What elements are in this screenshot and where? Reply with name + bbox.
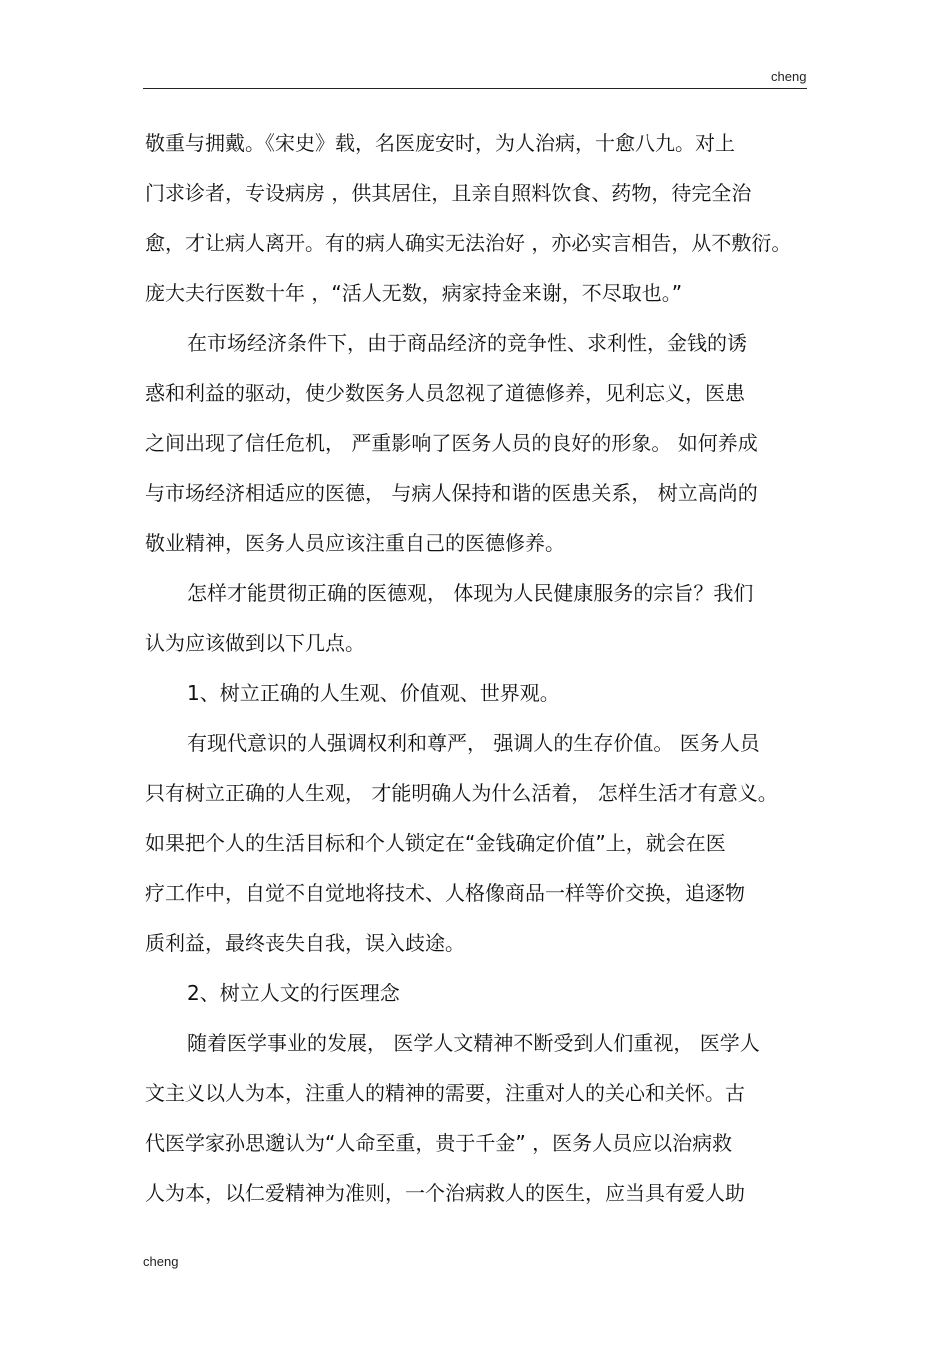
text-line: 与市场经济相适应的医德， 与病人保持和谐的医患关系， 树立高尚的: [145, 481, 758, 505]
section-heading: 1、树立正确的人生观、价值观、世界观。: [187, 681, 560, 705]
text-line: 敬业精神，医务人员应该注重自己的医德修养。: [145, 531, 565, 555]
text-line: 疗工作中，自觉不自觉地将技术、人格像商品一样等价交换，追逐物: [145, 881, 745, 905]
text-line: 门求诊者，专设病房 ，供其居住，且亲自照料饮食、药物，待完全治: [145, 181, 752, 205]
text-line: 怎样才能贯彻正确的医德观， 体现为人民健康服务的宗旨？我们: [187, 581, 754, 605]
text-line: 认为应该做到以下几点。: [145, 631, 365, 655]
text-line: 如果把个人的生活目标和个人锁定在“金钱确定价值”上，就会在医: [145, 831, 726, 855]
text-line: 惑和利益的驱动，使少数医务人员忽视了道德修养，见利忘义，医患: [145, 381, 745, 405]
text-line: 质利益，最终丧失自我，误入歧途。: [145, 931, 465, 955]
text-line: 敬重与拥戴。《宋史》载，名医庞安时，为人治病，十愈八九。对上: [145, 131, 735, 155]
text-line: 有现代意识的人强调权利和尊严， 强调人的生存价值。 医务人员: [187, 731, 760, 755]
header-rule: [143, 88, 807, 89]
text-line: 庞大夫行医数十年 ，“活人无数，病家持金来谢，不尽取也。”: [145, 281, 683, 305]
text-line: 人为本，以仁爱精神为准则，一个治病救人的医生，应当具有爱人助: [145, 1181, 745, 1205]
header-text: cheng: [771, 69, 807, 84]
text-line: 愈，才让病人离开。有的病人确实无法治好 ，亦必实言相告，从不敷衍。: [145, 231, 792, 255]
section-heading: 2、树立人文的行医理念: [187, 981, 400, 1005]
text-line: 在市场经济条件下，由于商品经济的竞争性、求利性，金钱的诱: [187, 331, 747, 355]
text-line: 之间出现了信任危机， 严重影响了医务人员的良好的形象。 如何养成: [145, 431, 758, 455]
text-line: 文主义以人为本，注重人的精神的需要，注重对人的关心和关怀。古: [145, 1081, 745, 1105]
text-line: 代医学家孙思邈认为“人命至重，贵于千金” ，医务人员应以治病救: [145, 1131, 733, 1155]
text-line: 只有树立正确的人生观， 才能明确人为什么活着， 怎样生活才有意义。: [145, 781, 778, 805]
text-line: 随着医学事业的发展， 医学人文精神不断受到人们重视， 医学人: [187, 1031, 760, 1055]
footer-text: cheng: [143, 1254, 179, 1269]
